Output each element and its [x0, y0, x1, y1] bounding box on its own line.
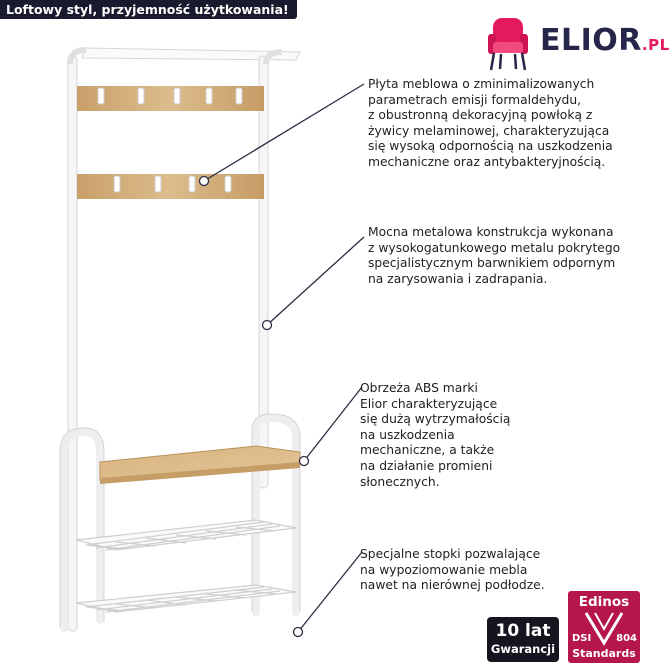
banner-text: Loftowy styl, przyjemność użytkowania!: [6, 2, 289, 17]
logo-name: ELIOR: [540, 23, 642, 58]
edinos-right: 804: [616, 633, 637, 644]
callout-edges: Obrzeża ABS marki Elior charakteryzujące się dużą wytrzymałością na uszkodzenia mechaniczne, a także na działanie promieni słonecznych.: [360, 381, 511, 489]
connectors: [200, 84, 365, 637]
edinos-title: Edinos: [578, 594, 630, 610]
shoe-shelves: [76, 520, 296, 612]
warranty-years: 10 lat: [495, 621, 551, 641]
logo-suffix: .PL: [641, 36, 670, 54]
edinos-left: DSI: [572, 633, 592, 644]
callout-board: Płyta meblowa o zminimalizowanych parametrach emisji formaldehydu, z obustronną dekoracyjną powłoką z żywicy melaminowej, charakteryzująca się wysoką odpornością na uszkodzenia mechaniczne oraz antybakteryjnością.: [368, 77, 613, 169]
edinos-bottom: Standards: [572, 647, 636, 660]
callout-frame: Mocna metalowa konstrukcja wykonana z wysokogatunkowego metalu pokrytego specjalistycznym barwnikiem odpornym na zarysowania i zadrapania.: [368, 225, 621, 286]
warranty-label: Gwarancji: [490, 642, 556, 656]
callout-feet: Specjalne stopki pozwalające na wypoziomowanie mebla nawet na nierównej podłodze.: [360, 547, 545, 593]
edinos-badge: [568, 591, 640, 663]
hook-board-bottom: [77, 174, 264, 199]
warranty-badge: [487, 617, 559, 662]
